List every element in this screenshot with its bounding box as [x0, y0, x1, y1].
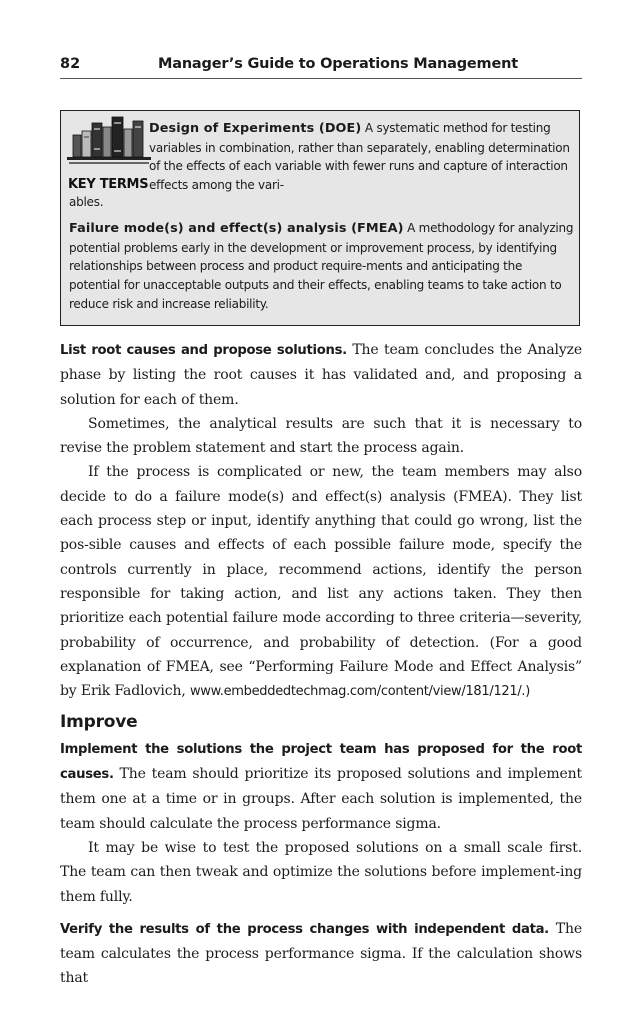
key-term-fmea [69, 219, 574, 314]
paragraph: Sometimes, the analytical results are such that it is necessary to revise the problem statement and start the process again. [60, 415, 582, 457]
reference-url: www.embeddedtechmag.com/content/view/181/121/.) [189, 684, 531, 700]
paragraph-lead: Implement the solutions the project team has proposed for the root causes. [60, 741, 582, 783]
paragraph-text: The team calculates the process performance sigma. If the calculation shows that [60, 920, 582, 987]
books-icon [67, 113, 151, 175]
book-title: Manager’s Guide to Operations Management [158, 56, 518, 72]
paragraph [60, 460, 582, 704]
paragraph-text: If the process is complicated or new, the team members may also decide to do a failure mode(s) and effect(s) analysis (FMEA). They list each process step or input, identify anything that could go wrong, list the pos-sible causes and effects of each possible failure mode, specify the controls currently in place, recommend actions, identify the person responsible for taking action, and list any actions taken. They then prioritize each potential failure mode according to three criteria—severity, probability of occurrence, and probability of detection. (For a good explanation of FMEA, see “Performing Failure Mode and Effect Analysis” by Erik Fadlovich, [60, 464, 582, 700]
section-heading: Improve [60, 712, 138, 733]
key-term-doe-continued: ables. [69, 195, 104, 209]
body-text [60, 338, 582, 991]
key-terms-label: KEY TERMS [68, 177, 149, 192]
paragraph: It may be wise to test the proposed solutions on a small scale first. The team can then tweak and optimize the solutions before implement-ing them fully. [60, 839, 582, 905]
key-terms-box [60, 110, 580, 326]
paragraph [60, 917, 582, 991]
paragraph [60, 338, 582, 412]
paragraph [60, 737, 582, 836]
term-definition: A methodology for analyzing potential problems early in the development or improvement process, by identifying relationships between process and product require-ments and anticipating the potential for unacceptable outputs and their effects, enabling teams to take action to reduce risk and increase reliability. [69, 221, 574, 311]
running-header [60, 54, 582, 79]
paragraph-text: The team concludes the Analyze phase by listing the root causes it has validated and, and proposing a solution for each of them. [60, 342, 582, 408]
term-definition: A systematic method for testing variables in combination, rather than separately, enabling determination of the effects of each variable with fewer runs and capture of interaction effects among the vari- [149, 121, 570, 193]
key-term-doe [149, 119, 573, 195]
term-name: Design of Experiments (DOE) [149, 121, 362, 136]
term-name: Failure mode(s) and effect(s) analysis (FMEA) [69, 221, 404, 236]
paragraph-lead: Verify the results of the process changes with independent data. [60, 921, 549, 937]
page-number: 82 [60, 56, 81, 72]
paragraph-lead: List root causes and propose solutions. [60, 343, 347, 358]
paragraph-text: The team should prioritize its proposed solutions and implement them one at a time or in groups. After each solution is implemented, the team should calculate the process performance sigma. [60, 766, 582, 832]
